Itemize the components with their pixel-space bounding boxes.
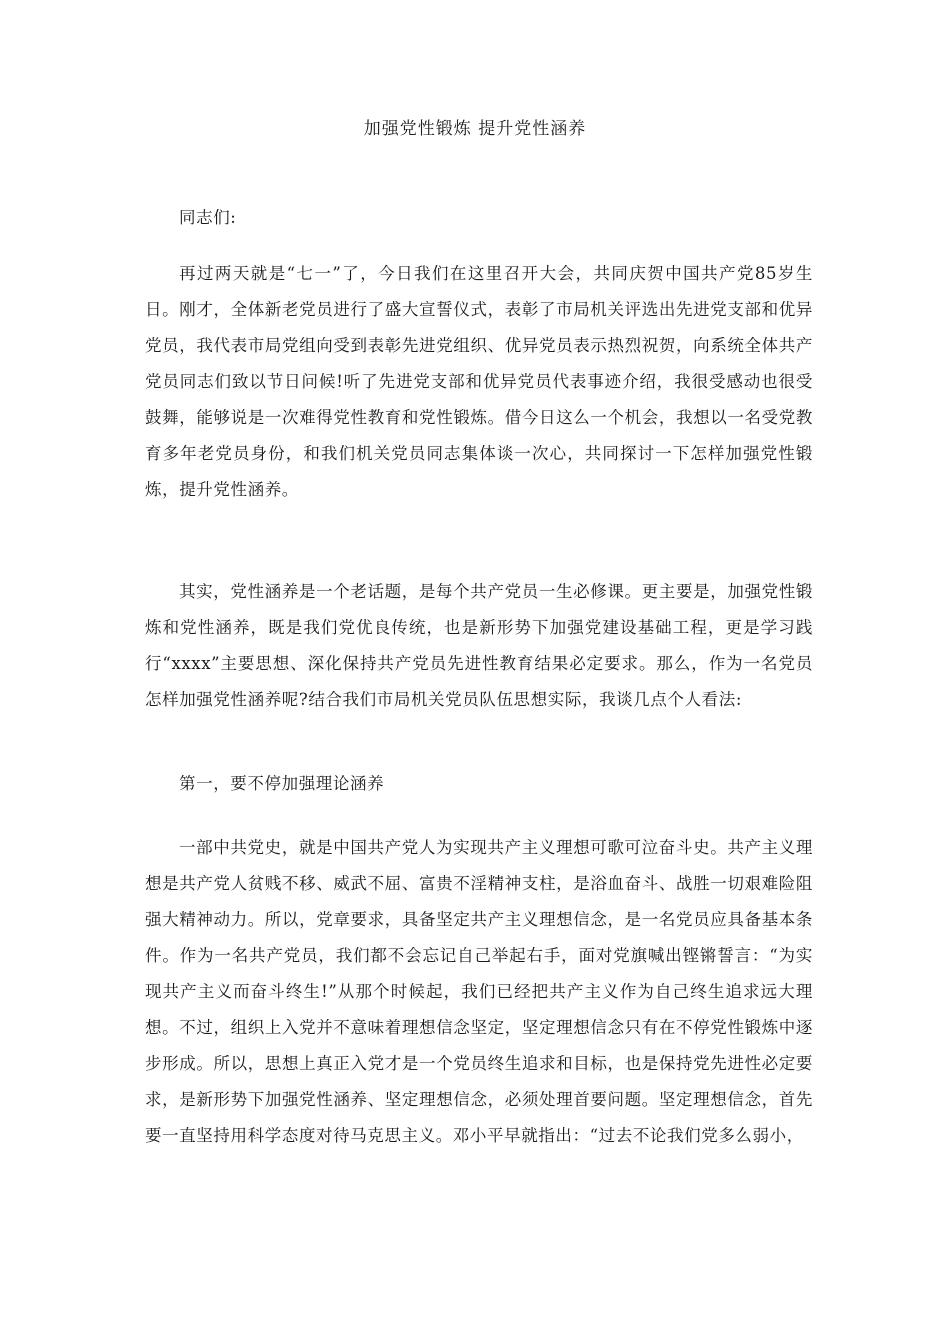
greeting: 同志们: <box>179 208 237 227</box>
section-heading-first: 第一，要不停加强理论涵养 <box>179 774 385 793</box>
paragraph-party-cultivation: 其实，党性涵养是一个老话题，是每个共产党员一生必修课。更主要是，加强党性锻炼和党性涵养，既是我们党优良传统，也是新形势下加强党建设基础工程，更是学习践行“xxxx”主要思想、深化保持共产党员先进性教育结果必定要求。那么，作为一名党员怎样加强党性涵养呢?结合我们市局机关党员队伍思想实际，我谈几点个人看法: <box>145 582 813 709</box>
document-title: 加强党性锻炼 提升党性涵养 <box>363 119 587 139</box>
paragraph-theory-cultivation: 一部中共党史，就是中国共产党人为实现共产主义理想可歌可泣奋斗史。共产主义理想是共产党人贫贱不移、威武不屈、富贵不淫精神支柱，是浴血奋斗、战胜一切艰难险阻强大精神动力。所以，党章要求，具备坚定共产主义理想信念，是一名党员应具备基本条件。作为一名共产党员，我们都不会忘记自己举起右手，面对党旗喊出铿锵誓言：“为实现共产主义而奋斗终生!”从那个时候起，我们已经把共产主义作为自己终生追求远大理想。不过，组织上入党并不意味着理想信念坚定，坚定理想信念只有在不停党性锻炼中逐步形成。所以，思想上真正入党才是一个党员终生追求和目标，也是保持党先进性必定要求，是新形势下加强党性涵养、坚定理想信念，必须处理首要问题。坚定理想信念，首先要一直坚持用科学态度对待马克思主义。邓小平早就指出：“过去不论我们党多么弱小， <box>145 838 813 1145</box>
paragraph-opening: 再过两天就是“七一”了，今日我们在这里召开大会，共同庆贺中国共产党85岁生日。刚才，全体新老党员进行了盛大宣誓仪式，表彰了市局机关评选出先进党支部和优异党员，我代表市局党组向受到表彰先进党组织、优异党员表示热烈祝贺，向系统全体共产党员同志们致以节日问候!听了先进党支部和优异党员代表事迹介绍，我很受感动也很受鼓舞，能够说是一次难得党性教育和党性锻炼。借今日这么一个机会，我想以一名受党教育多年老党员身份，和我们机关党员同志集体谈一次心，共同探讨一下怎样加强党性锻炼，提升党性涵养。 <box>145 264 813 499</box>
